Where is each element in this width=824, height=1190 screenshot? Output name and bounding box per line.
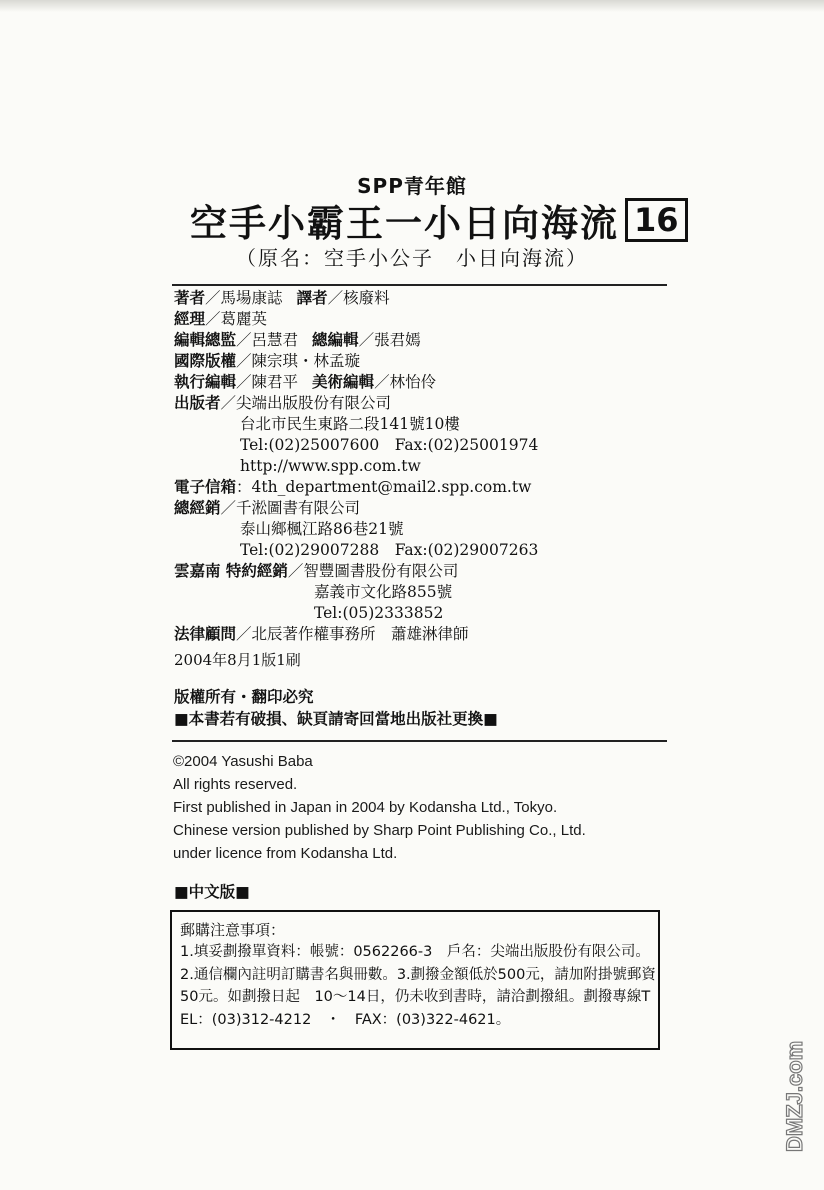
general-editor: 張君嫣	[374, 331, 421, 349]
publisher-label: 出版者	[174, 394, 221, 412]
edition-info: 2004年8月1版1刷	[174, 651, 301, 669]
credits-block	[174, 288, 674, 645]
rights-reserved-line: All rights reserved.	[173, 776, 298, 793]
distributor-phone: Tel:(02)29007288 Fax:(02)29007263	[240, 541, 539, 559]
original-name: （原名：空手小公子 小日向海流）	[236, 246, 588, 270]
email: 4th_department@mail2.spp.com.tw	[251, 478, 532, 496]
art-editor-label: 美術編輯	[312, 373, 375, 391]
book-title-row	[190, 193, 688, 247]
distributor-label: 總經銷	[174, 499, 221, 517]
first-published-line: First published in Japan in 2004 by Kodansha Ltd., Tokyo.	[173, 799, 558, 816]
special-name: 智豐圖書股份有限公司	[303, 562, 459, 580]
credit-special-distributor: 雲嘉南 特約經銷／智豐圖書股份有限公司	[174, 562, 459, 580]
credit-publisher: 出版者／尖端出版股份有限公司	[174, 394, 392, 412]
rights-line-1: 版權所有・翻印必究	[174, 688, 314, 706]
special-phone: Tel:(05)2333852	[314, 604, 444, 622]
publisher-web: http://www.spp.com.tw	[240, 457, 421, 475]
credit-legal: 法律顧問／北辰著作權事務所 蕭雄淋律師	[174, 625, 469, 643]
site-watermark	[780, 1040, 810, 1158]
notice-body: 1.填妥劃撥單資料：帳號：0562266-3 戶名：尖端出版股份有限公司。2.通信欄內註明訂購書名與冊數。3.劃撥金額低於500元，請加附掛號郵資50元。如劃撥日起 10～14日，仍未收到書時，請洽劃撥組。劃撥專線TEL：(03)312-4212 ・ FAX：(03)322-4621。	[180, 944, 656, 1028]
distributor-name: 千淞圖書有限公司	[236, 499, 361, 517]
credit-intl-rights: 國際版權／陳宗琪・林孟璇	[174, 352, 361, 370]
volume-number: 16	[625, 198, 688, 242]
chief-editor: 呂慧君	[251, 331, 299, 349]
intl-rights: 陳宗琪・林孟璇	[251, 352, 361, 370]
copyright-line: ©2004 Yasushi Baba	[173, 753, 313, 770]
chief-editor-label: 編輯總監	[174, 331, 237, 349]
mail-order-notice	[170, 910, 660, 1050]
watermark-text: DMZJ.com	[782, 1040, 807, 1152]
legal-label: 法律顧問	[174, 625, 237, 643]
rights-block	[174, 686, 498, 730]
publisher-brand: SPP青年館	[357, 174, 467, 198]
publisher-phone: Tel:(02)25007600 Fax:(02)25001974	[240, 436, 539, 454]
divider-middle	[172, 740, 667, 742]
manager: 葛麗英	[220, 310, 268, 328]
publisher-name: 尖端出版股份有限公司	[236, 394, 392, 412]
art-editor: 林怡伶	[389, 373, 437, 391]
legal-name: 北辰著作權事務所 蕭雄淋律師	[251, 625, 469, 643]
translator-label: 譯者	[296, 289, 328, 307]
special-label: 雲嘉南 特約經銷	[174, 562, 288, 580]
publisher-address: 台北市民生東路二段141號10樓	[240, 415, 460, 433]
credit-email: 電子信箱：4th_department@mail2.spp.com.tw	[174, 478, 532, 496]
credit-distributor: 總經銷／千淞圖書有限公司	[174, 499, 361, 517]
exec-editor: 陳君平	[251, 373, 299, 391]
chinese-version-line: Chinese version published by Sharp Point Publishing Co., Ltd.	[173, 822, 586, 839]
page-edge	[0, 0, 824, 12]
intl-rights-label: 國際版權	[174, 352, 237, 370]
rights-line-2: ■本書若有破損、缺頁請寄回當地出版社更換■	[174, 710, 498, 728]
chinese-edition-label: ■中文版■	[174, 883, 250, 901]
divider-top	[172, 284, 667, 286]
distributor-address: 泰山鄉楓江路86巷21號	[240, 520, 404, 538]
licence-line: under licence from Kodansha Ltd.	[173, 845, 398, 862]
author-label: 著者	[174, 289, 206, 307]
watermark-logo-icon	[780, 1040, 810, 1158]
credit-exec-art: 執行編輯／陳君平 美術編輯／林怡伶	[174, 373, 437, 391]
book-title: 空手小霸王一小日向海流	[190, 202, 619, 245]
author: 馬場康誌	[220, 289, 283, 307]
credit-editors: 編輯總監／呂慧君 總編輯／張君嫣	[174, 331, 421, 349]
credit-author-translator: 著者／馬場康誌 譯者／核廢料	[174, 289, 390, 307]
manager-label: 經理	[174, 310, 206, 328]
translator: 核廢料	[343, 289, 390, 307]
credit-manager: 經理／葛麗英	[174, 310, 268, 328]
email-label: 電子信箱	[174, 478, 237, 496]
english-copyright	[173, 750, 586, 865]
notice-title: 郵購注意事項：	[180, 921, 286, 939]
special-address: 嘉義市文化路855號	[314, 583, 453, 601]
exec-editor-label: 執行編輯	[174, 373, 237, 391]
general-editor-label: 總編輯	[312, 331, 359, 349]
